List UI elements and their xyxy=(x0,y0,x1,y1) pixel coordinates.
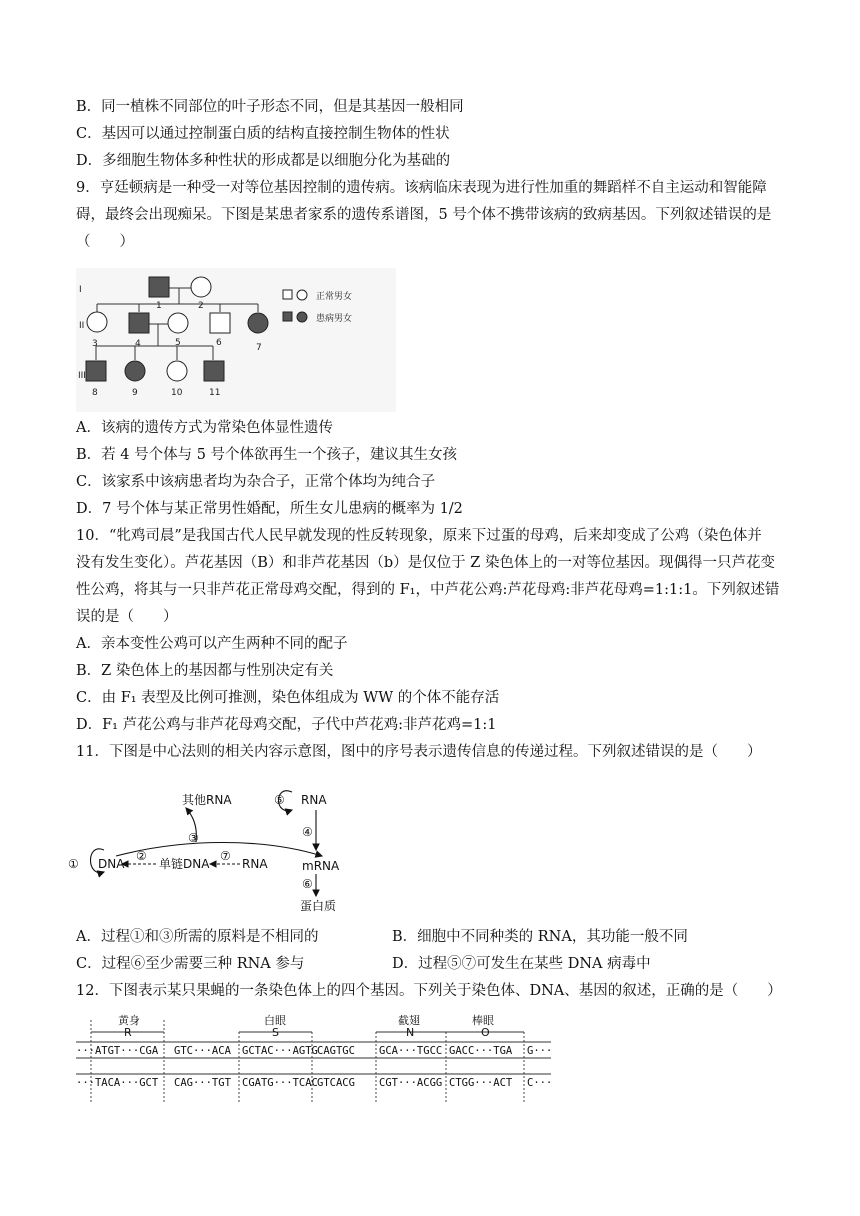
legend-normal-label: 正常男女 xyxy=(316,292,353,302)
individual-number-5: 5 xyxy=(175,338,181,348)
q10-option-b: B．Z 染色体上的基因都与性别决定有关 xyxy=(76,663,334,679)
process-number-7: ⑦ xyxy=(220,849,231,863)
bottom-strand-seg-2: CAG···TGT xyxy=(174,1077,231,1089)
label-rna-source: RNA xyxy=(242,857,268,871)
q10-stem-line-4: 误的是（ ） xyxy=(76,609,178,625)
individual-7-affected-female xyxy=(248,313,268,333)
individual-5-normal-female xyxy=(168,313,188,333)
q10-stem-line-3: 性公鸡，将其与一只非芦花正常母鸡交配，得到的 F₁，中芦花公鸡:芦花母鸡:非芦花母鸡=1:1:1。下列叙述错 xyxy=(76,582,780,598)
q10-option-c: C．由 F₁ 表型及比例可推测，染色体组成为 WW 的个体不能存活 xyxy=(76,690,500,706)
q11-option-b: B．细胞中不同种类的 RNA，其功能一般不同 xyxy=(392,929,688,945)
top-strand-seg-7: G··· xyxy=(527,1045,553,1057)
bottom-strand-seg-7: C··· xyxy=(527,1077,553,1089)
q9-option-d: D．7 号个体与某正常男性婚配，所生女儿患病的概率为 1/2 xyxy=(76,501,463,517)
gene-name-cut-wing: 截翅 xyxy=(398,1014,420,1027)
q9-option-a: A．该病的遗传方式为常染色体显性遗传 xyxy=(76,420,333,436)
individual-number-10: 10 xyxy=(171,388,183,398)
gene-name-yellow-body: 黄身 xyxy=(118,1014,140,1027)
q9-option-c: C．该家系中该病患者均为杂合子，正常个体均为纯合子 xyxy=(76,474,436,490)
individual-9-affected-female xyxy=(125,361,145,381)
individual-number-7: 7 xyxy=(256,343,262,353)
process-number-2: ② xyxy=(136,849,147,863)
central-dogma-diagram xyxy=(64,780,364,920)
top-strand-seg-5: GCA···TGCC xyxy=(379,1045,443,1057)
pedigree-chart xyxy=(76,268,396,412)
gene-name-bar-eye: 棒眼 xyxy=(472,1014,494,1027)
individual-8-affected-male xyxy=(86,361,106,381)
bottom-strand-seg-3: CGATG···TCAC xyxy=(242,1077,318,1089)
individual-number-1: 1 xyxy=(156,301,162,311)
label-dna: DNA xyxy=(98,857,125,871)
q9-stem-line-1: 9．亨廷顿病是一种受一对等位基因控制的遗传病。该病临床表现为进行性加重的舞蹈样不自主运动和智能障 xyxy=(76,180,767,196)
q11-option-a: A．过程①和③所需的原料是不相同的 xyxy=(76,929,319,945)
legend-affected-label: 患病男女 xyxy=(316,314,353,324)
individual-1-affected-male xyxy=(149,277,169,297)
legend-affected-male-symbol xyxy=(283,312,292,321)
gene-symbol-o: O xyxy=(481,1026,490,1039)
q8-option-d: D．多细胞生物体多种性状的形成都是以细胞分化为基础的 xyxy=(76,153,451,169)
transcription-arrow xyxy=(116,843,322,857)
q9-stem-line-3: （ ） xyxy=(76,234,134,250)
top-strand-seg-1: ···ATGT···CGA xyxy=(76,1045,159,1057)
pedigree-background xyxy=(76,268,396,412)
bottom-strand-seg-5: CGT···ACGG xyxy=(379,1077,443,1089)
process-number-3: ③ xyxy=(188,831,199,845)
individual-11-affected-male xyxy=(204,361,224,381)
legend-normal-female-symbol xyxy=(297,290,307,300)
individual-10-normal-female xyxy=(167,361,187,381)
individual-number-8: 8 xyxy=(92,388,98,398)
q11-stem: 11．下图是中心法则的相关内容示意图，图中的序号表示遗传信息的传递过程。下列叙述错误的是（ ） xyxy=(76,744,762,760)
label-rna-top: RNA xyxy=(301,793,327,807)
individual-number-4: 4 xyxy=(135,339,141,349)
q8-option-c: C．基因可以通过控制蛋白质的结构直接控制生物体的性状 xyxy=(76,126,450,142)
chromosome-gene-diagram xyxy=(76,1012,556,1104)
q10-option-d: D．F₁ 芦花公鸡与非芦花母鸡交配，子代中芦花鸡:非芦花鸡=1:1 xyxy=(76,717,497,733)
q10-option-a: A．亲本变性公鸡可以产生两种不同的配子 xyxy=(76,636,348,652)
gene-name-white-eye: 白眼 xyxy=(264,1014,286,1027)
process-number-6: ⑥ xyxy=(302,877,313,891)
bottom-strand-seg-1: ···TACA···GCT xyxy=(76,1077,159,1089)
individual-6-normal-male xyxy=(210,313,230,333)
label-mrna: mRNA xyxy=(302,859,340,873)
gene-symbol-r: R xyxy=(124,1026,132,1039)
q9-option-b: B．若 4 号个体与 5 号个体欲再生一个孩子，建议其生女孩 xyxy=(76,447,458,463)
q10-stem-line-1: 10．“牝鸡司晨”是我国古代人民早就发现的性反转现象，原来下过蛋的母鸡，后来却变成了公鸡（染色体并 xyxy=(76,528,762,544)
top-strand-seg-3: GCTAC···AGTG xyxy=(242,1045,318,1057)
bottom-strand-seg-6: CTGG···ACT xyxy=(449,1077,513,1089)
top-strand-seg-6: GACC···TGA xyxy=(449,1045,513,1057)
generation-label-3: III xyxy=(78,371,86,381)
q10-stem-line-2: 没有发生变化）。芦花基因（B）和非芦花基因（b）是仅位于 Z 染色体上的一对等位基因。现偶得一只芦花变 xyxy=(76,555,775,571)
q9-stem-line-2: 碍，最终会出现痴呆。下图是某患者家系的遗传系谱图，5 号个体不携带该病的致病基因。下列叙述错误的是 xyxy=(76,207,772,223)
label-single-strand-dna: 单链DNA xyxy=(159,857,210,871)
bottom-strand-seg-4: GTCACG xyxy=(317,1077,355,1089)
q8-option-b: B．同一植株不同部位的叶子形态不同，但是其基因一般相同 xyxy=(76,99,464,115)
individual-4-affected-male xyxy=(129,313,149,333)
individual-number-9: 9 xyxy=(132,388,138,398)
top-strand-seg-4: CAGTGC xyxy=(317,1045,355,1057)
gene-symbol-n: N xyxy=(406,1026,415,1039)
generation-label-1: I xyxy=(79,285,82,295)
individual-3-normal-female xyxy=(87,312,107,332)
individual-number-3: 3 xyxy=(92,339,98,349)
label-other-rna: 其他RNA xyxy=(182,793,232,807)
q12-stem: 12．下图表示某只果蝇的一条染色体上的四个基因。下列关于染色体、DNA、基因的叙述，正确的是（ ） xyxy=(76,983,782,999)
individual-2-normal-female xyxy=(191,277,211,297)
process-number-1: ① xyxy=(68,857,79,871)
generation-label-2: II xyxy=(79,321,85,331)
q11-option-c: C．过程⑥至少需要三种 RNA 参与 xyxy=(76,956,305,972)
process-number-5: ⑤ xyxy=(274,793,285,807)
individual-number-11: 11 xyxy=(209,388,221,398)
individual-number-6: 6 xyxy=(216,338,222,348)
legend-normal-male-symbol xyxy=(283,290,292,299)
legend-affected-female-symbol xyxy=(297,312,307,322)
individual-number-2: 2 xyxy=(198,301,204,311)
q11-option-d: D．过程⑤⑦可发生在某些 DNA 病毒中 xyxy=(392,956,651,972)
gene-symbol-s: S xyxy=(272,1026,279,1039)
top-strand-seg-2: GTC···ACA xyxy=(174,1045,231,1057)
label-protein: 蛋白质 xyxy=(300,899,337,913)
process-number-4: ④ xyxy=(302,825,313,839)
